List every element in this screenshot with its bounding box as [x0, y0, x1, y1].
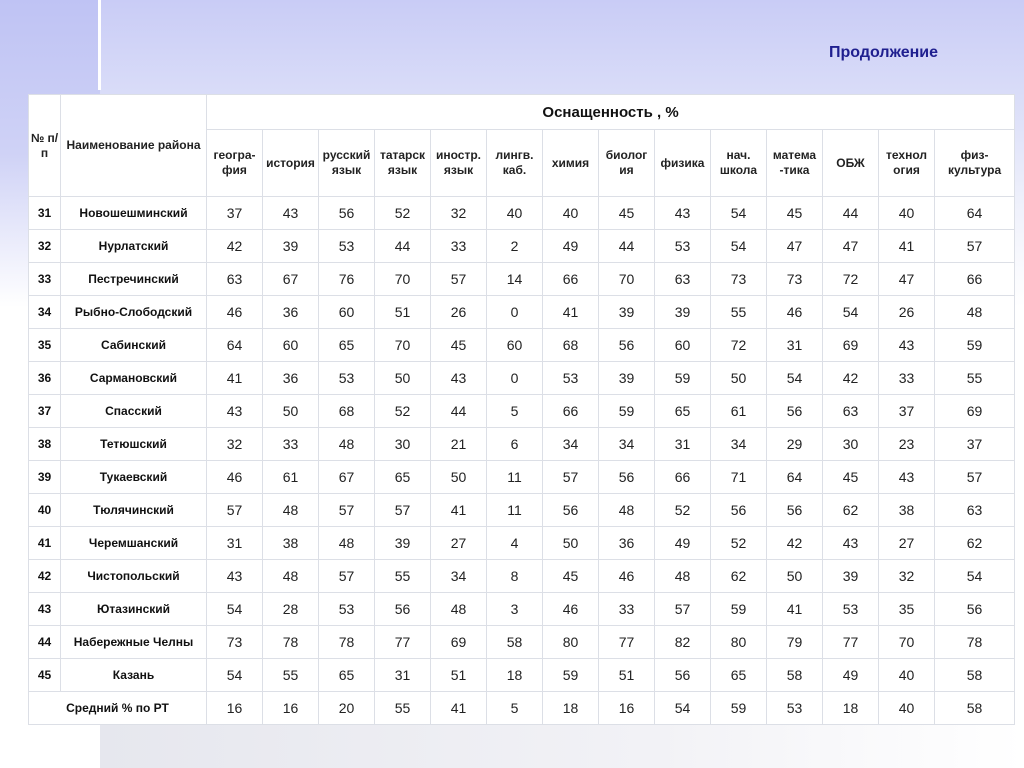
value-cell: 44 [375, 230, 431, 263]
value-cell: 52 [655, 494, 711, 527]
value-cell: 44 [599, 230, 655, 263]
value-cell: 57 [935, 230, 1015, 263]
value-cell: 55 [711, 296, 767, 329]
value-cell: 50 [375, 362, 431, 395]
value-cell: 39 [263, 230, 319, 263]
value-cell: 34 [711, 428, 767, 461]
value-cell: 43 [823, 527, 879, 560]
row-number: 32 [29, 230, 61, 263]
header-subject: история [263, 130, 319, 197]
continuation-label: Продолжение [829, 44, 938, 61]
value-cell: 39 [375, 527, 431, 560]
value-cell: 59 [655, 362, 711, 395]
value-cell: 59 [599, 395, 655, 428]
value-cell: 48 [599, 494, 655, 527]
header-subject: иностр. язык [431, 130, 487, 197]
value-cell: 54 [823, 296, 879, 329]
value-cell: 3 [487, 593, 543, 626]
value-cell: 39 [655, 296, 711, 329]
row-number: 41 [29, 527, 61, 560]
value-cell: 44 [431, 395, 487, 428]
table-row [29, 593, 1015, 626]
value-cell: 56 [767, 395, 823, 428]
value-cell: 30 [375, 428, 431, 461]
header-subject: татарск язык [375, 130, 431, 197]
value-cell: 27 [431, 527, 487, 560]
value-cell: 61 [263, 461, 319, 494]
table-row [29, 626, 1015, 659]
value-cell: 53 [543, 362, 599, 395]
header-subject: русский язык [319, 130, 375, 197]
value-cell: 31 [207, 527, 263, 560]
row-number: 37 [29, 395, 61, 428]
district-name: Черемшанский [61, 527, 207, 560]
header-subject: ОБЖ [823, 130, 879, 197]
value-cell: 41 [207, 362, 263, 395]
value-cell: 65 [375, 461, 431, 494]
value-cell: 77 [823, 626, 879, 659]
value-cell: 46 [207, 461, 263, 494]
value-cell: 43 [207, 560, 263, 593]
header-subject: физика [655, 130, 711, 197]
value-cell: 37 [879, 395, 935, 428]
value-cell: 49 [655, 527, 711, 560]
value-cell: 57 [375, 494, 431, 527]
value-cell: 62 [823, 494, 879, 527]
value-cell: 56 [599, 329, 655, 362]
district-name: Тетюшский [61, 428, 207, 461]
value-cell: 56 [375, 593, 431, 626]
value-cell: 49 [543, 230, 599, 263]
row-number: 34 [29, 296, 61, 329]
value-cell: 26 [431, 296, 487, 329]
value-cell: 63 [655, 263, 711, 296]
value-cell: 62 [935, 527, 1015, 560]
header-subject: химия [543, 130, 599, 197]
value-cell: 29 [767, 428, 823, 461]
district-name: Сабинский [61, 329, 207, 362]
value-cell: 56 [711, 494, 767, 527]
value-cell: 2 [487, 230, 543, 263]
value-cell: 40 [543, 197, 599, 230]
value-cell: 53 [319, 230, 375, 263]
district-name: Тюлячинский [61, 494, 207, 527]
table-row [29, 362, 1015, 395]
value-cell: 39 [599, 296, 655, 329]
value-cell: 36 [263, 362, 319, 395]
value-cell: 27 [879, 527, 935, 560]
value-cell: 42 [207, 230, 263, 263]
average-row [29, 692, 1015, 725]
value-cell: 66 [655, 461, 711, 494]
value-cell: 50 [767, 560, 823, 593]
value-cell: 46 [543, 593, 599, 626]
header-subject: геогра-фия [207, 130, 263, 197]
value-cell: 70 [599, 263, 655, 296]
average-value-cell: 20 [319, 692, 375, 725]
value-cell: 36 [263, 296, 319, 329]
average-label: Средний % по РТ [29, 692, 207, 725]
value-cell: 71 [711, 461, 767, 494]
value-cell: 59 [935, 329, 1015, 362]
value-cell: 78 [935, 626, 1015, 659]
value-cell: 73 [767, 263, 823, 296]
value-cell: 0 [487, 362, 543, 395]
value-cell: 18 [487, 659, 543, 692]
value-cell: 5 [487, 395, 543, 428]
value-cell: 33 [263, 428, 319, 461]
value-cell: 43 [879, 461, 935, 494]
value-cell: 64 [767, 461, 823, 494]
value-cell: 41 [767, 593, 823, 626]
header-subject: нач. школа [711, 130, 767, 197]
value-cell: 51 [431, 659, 487, 692]
value-cell: 23 [879, 428, 935, 461]
value-cell: 34 [599, 428, 655, 461]
row-number: 42 [29, 560, 61, 593]
header-subject: технол огия [879, 130, 935, 197]
value-cell: 42 [823, 362, 879, 395]
row-number: 40 [29, 494, 61, 527]
value-cell: 79 [767, 626, 823, 659]
value-cell: 43 [431, 362, 487, 395]
table-row [29, 263, 1015, 296]
value-cell: 70 [375, 263, 431, 296]
average-value-cell: 16 [599, 692, 655, 725]
value-cell: 77 [599, 626, 655, 659]
value-cell: 35 [879, 593, 935, 626]
value-cell: 54 [767, 362, 823, 395]
value-cell: 45 [767, 197, 823, 230]
row-number: 33 [29, 263, 61, 296]
average-value-cell: 5 [487, 692, 543, 725]
average-value-cell: 58 [935, 692, 1015, 725]
value-cell: 64 [935, 197, 1015, 230]
value-cell: 43 [263, 197, 319, 230]
value-cell: 57 [319, 494, 375, 527]
value-cell: 57 [655, 593, 711, 626]
value-cell: 78 [263, 626, 319, 659]
value-cell: 50 [431, 461, 487, 494]
bottom-decor-band [100, 722, 1024, 768]
value-cell: 48 [263, 494, 319, 527]
value-cell: 57 [431, 263, 487, 296]
value-cell: 55 [375, 560, 431, 593]
value-cell: 72 [823, 263, 879, 296]
value-cell: 56 [599, 461, 655, 494]
value-cell: 53 [319, 593, 375, 626]
value-cell: 40 [879, 197, 935, 230]
value-cell: 54 [207, 659, 263, 692]
value-cell: 11 [487, 461, 543, 494]
value-cell: 54 [207, 593, 263, 626]
average-value-cell: 53 [767, 692, 823, 725]
value-cell: 47 [767, 230, 823, 263]
value-cell: 47 [879, 263, 935, 296]
row-number: 45 [29, 659, 61, 692]
value-cell: 68 [543, 329, 599, 362]
value-cell: 50 [543, 527, 599, 560]
value-cell: 72 [711, 329, 767, 362]
value-cell: 59 [543, 659, 599, 692]
value-cell: 28 [263, 593, 319, 626]
district-name: Набережные Челны [61, 626, 207, 659]
average-value-cell: 16 [207, 692, 263, 725]
average-value-cell: 41 [431, 692, 487, 725]
value-cell: 60 [655, 329, 711, 362]
value-cell: 38 [263, 527, 319, 560]
value-cell: 54 [711, 230, 767, 263]
value-cell: 50 [711, 362, 767, 395]
value-cell: 56 [543, 494, 599, 527]
value-cell: 57 [319, 560, 375, 593]
value-cell: 52 [375, 395, 431, 428]
average-value-cell: 59 [711, 692, 767, 725]
decor-vertical-line [98, 0, 101, 90]
value-cell: 56 [767, 494, 823, 527]
table-row [29, 230, 1015, 263]
value-cell: 58 [767, 659, 823, 692]
value-cell: 78 [319, 626, 375, 659]
value-cell: 82 [655, 626, 711, 659]
value-cell: 68 [319, 395, 375, 428]
row-number: 31 [29, 197, 61, 230]
value-cell: 11 [487, 494, 543, 527]
value-cell: 50 [263, 395, 319, 428]
value-cell: 21 [431, 428, 487, 461]
value-cell: 63 [207, 263, 263, 296]
equipment-table [28, 94, 1015, 725]
district-name: Спасский [61, 395, 207, 428]
value-cell: 73 [711, 263, 767, 296]
table-row [29, 197, 1015, 230]
value-cell: 14 [487, 263, 543, 296]
value-cell: 54 [711, 197, 767, 230]
value-cell: 33 [431, 230, 487, 263]
district-name: Сармановский [61, 362, 207, 395]
row-number: 44 [29, 626, 61, 659]
value-cell: 53 [319, 362, 375, 395]
value-cell: 43 [207, 395, 263, 428]
average-value-cell: 40 [879, 692, 935, 725]
value-cell: 41 [431, 494, 487, 527]
row-number: 35 [29, 329, 61, 362]
table-row [29, 395, 1015, 428]
header-num: № п/п [29, 95, 61, 197]
value-cell: 80 [543, 626, 599, 659]
value-cell: 66 [935, 263, 1015, 296]
value-cell: 31 [375, 659, 431, 692]
value-cell: 66 [543, 263, 599, 296]
value-cell: 65 [319, 659, 375, 692]
value-cell: 57 [207, 494, 263, 527]
value-cell: 43 [655, 197, 711, 230]
value-cell: 48 [655, 560, 711, 593]
value-cell: 47 [823, 230, 879, 263]
value-cell: 56 [319, 197, 375, 230]
value-cell: 8 [487, 560, 543, 593]
value-cell: 55 [935, 362, 1015, 395]
value-cell: 33 [879, 362, 935, 395]
value-cell: 32 [431, 197, 487, 230]
value-cell: 39 [823, 560, 879, 593]
value-cell: 40 [879, 659, 935, 692]
value-cell: 48 [263, 560, 319, 593]
value-cell: 65 [655, 395, 711, 428]
value-cell: 43 [879, 329, 935, 362]
row-number: 36 [29, 362, 61, 395]
value-cell: 56 [935, 593, 1015, 626]
district-name: Новошешминский [61, 197, 207, 230]
value-cell: 42 [767, 527, 823, 560]
district-name: Пестречинский [61, 263, 207, 296]
table-row [29, 527, 1015, 560]
value-cell: 67 [319, 461, 375, 494]
value-cell: 59 [711, 593, 767, 626]
table-row [29, 560, 1015, 593]
value-cell: 70 [375, 329, 431, 362]
value-cell: 34 [543, 428, 599, 461]
value-cell: 52 [375, 197, 431, 230]
value-cell: 76 [319, 263, 375, 296]
row-number: 38 [29, 428, 61, 461]
value-cell: 26 [879, 296, 935, 329]
value-cell: 6 [487, 428, 543, 461]
value-cell: 46 [599, 560, 655, 593]
value-cell: 52 [711, 527, 767, 560]
table-row [29, 428, 1015, 461]
value-cell: 41 [879, 230, 935, 263]
header-subject: биолог ия [599, 130, 655, 197]
value-cell: 32 [879, 560, 935, 593]
header-subject: физ- культура [935, 130, 1015, 197]
value-cell: 34 [431, 560, 487, 593]
value-cell: 45 [543, 560, 599, 593]
value-cell: 32 [207, 428, 263, 461]
header-district-name: Наименование района [61, 95, 207, 197]
table-row [29, 329, 1015, 362]
value-cell: 63 [935, 494, 1015, 527]
table-row [29, 461, 1015, 494]
value-cell: 55 [263, 659, 319, 692]
table-row [29, 296, 1015, 329]
district-name: Чистопольский [61, 560, 207, 593]
value-cell: 44 [823, 197, 879, 230]
district-name: Ютазинский [61, 593, 207, 626]
average-value-cell: 18 [823, 692, 879, 725]
row-number: 39 [29, 461, 61, 494]
value-cell: 45 [431, 329, 487, 362]
value-cell: 4 [487, 527, 543, 560]
value-cell: 64 [207, 329, 263, 362]
average-value-cell: 16 [263, 692, 319, 725]
value-cell: 51 [599, 659, 655, 692]
value-cell: 65 [319, 329, 375, 362]
district-name: Нурлатский [61, 230, 207, 263]
value-cell: 31 [767, 329, 823, 362]
value-cell: 62 [711, 560, 767, 593]
value-cell: 45 [823, 461, 879, 494]
value-cell: 49 [823, 659, 879, 692]
value-cell: 73 [207, 626, 263, 659]
value-cell: 53 [823, 593, 879, 626]
value-cell: 48 [319, 527, 375, 560]
value-cell: 46 [767, 296, 823, 329]
value-cell: 56 [655, 659, 711, 692]
value-cell: 37 [207, 197, 263, 230]
value-cell: 58 [487, 626, 543, 659]
table-row [29, 659, 1015, 692]
average-value-cell: 18 [543, 692, 599, 725]
value-cell: 69 [431, 626, 487, 659]
value-cell: 37 [935, 428, 1015, 461]
value-cell: 48 [935, 296, 1015, 329]
value-cell: 60 [319, 296, 375, 329]
value-cell: 33 [599, 593, 655, 626]
value-cell: 41 [543, 296, 599, 329]
value-cell: 31 [655, 428, 711, 461]
value-cell: 69 [935, 395, 1015, 428]
value-cell: 57 [935, 461, 1015, 494]
header-equipment-group: Оснащенность , % [207, 95, 1015, 130]
value-cell: 46 [207, 296, 263, 329]
value-cell: 60 [487, 329, 543, 362]
value-cell: 51 [375, 296, 431, 329]
header-subject: матема -тика [767, 130, 823, 197]
value-cell: 38 [879, 494, 935, 527]
row-number: 43 [29, 593, 61, 626]
district-name: Тукаевский [61, 461, 207, 494]
value-cell: 39 [599, 362, 655, 395]
value-cell: 67 [263, 263, 319, 296]
value-cell: 61 [711, 395, 767, 428]
value-cell: 40 [487, 197, 543, 230]
value-cell: 30 [823, 428, 879, 461]
header-subject: лингв. каб. [487, 130, 543, 197]
value-cell: 48 [319, 428, 375, 461]
district-name: Казань [61, 659, 207, 692]
value-cell: 54 [935, 560, 1015, 593]
average-value-cell: 54 [655, 692, 711, 725]
value-cell: 66 [543, 395, 599, 428]
value-cell: 48 [431, 593, 487, 626]
value-cell: 63 [823, 395, 879, 428]
value-cell: 77 [375, 626, 431, 659]
value-cell: 45 [599, 197, 655, 230]
value-cell: 0 [487, 296, 543, 329]
value-cell: 58 [935, 659, 1015, 692]
value-cell: 53 [655, 230, 711, 263]
district-name: Рыбно-Слободский [61, 296, 207, 329]
value-cell: 57 [543, 461, 599, 494]
value-cell: 69 [823, 329, 879, 362]
value-cell: 60 [263, 329, 319, 362]
value-cell: 65 [711, 659, 767, 692]
value-cell: 70 [879, 626, 935, 659]
value-cell: 80 [711, 626, 767, 659]
table-row [29, 494, 1015, 527]
average-value-cell: 55 [375, 692, 431, 725]
value-cell: 36 [599, 527, 655, 560]
